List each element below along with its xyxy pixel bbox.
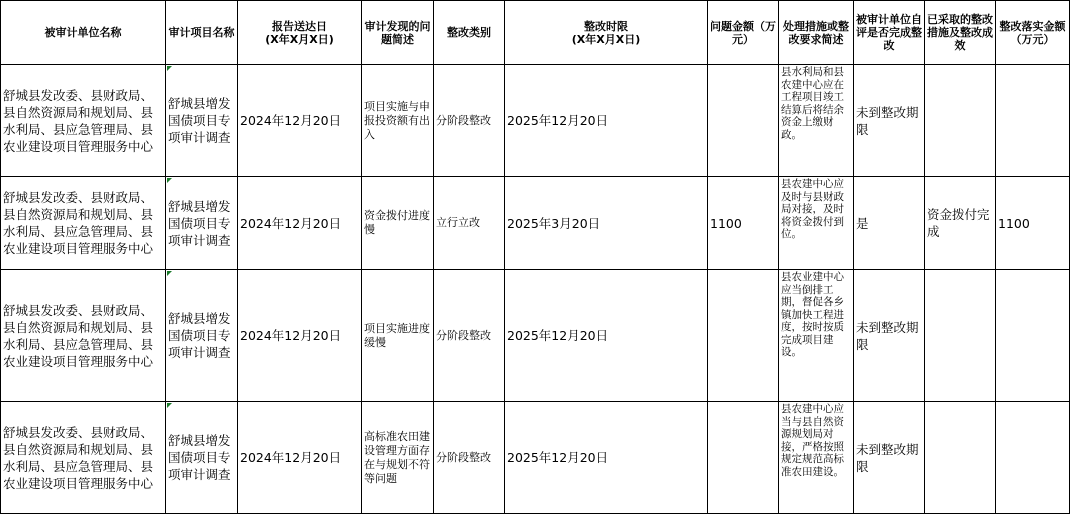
cell-category: 分阶段整改	[434, 402, 505, 514]
cell-taken: 资金拨付完成	[925, 177, 996, 270]
header-amount: 问题金额（万元）	[708, 1, 779, 65]
header-category: 整改类别	[434, 1, 505, 65]
cell-self-eval: 未到整改期限	[854, 402, 925, 514]
cell-measures: 县农建中心应当与县自然资源规划局对接，严格按照规定规范高标准农田建设。	[779, 402, 854, 514]
header-deadline-format: (X年X月X日)	[571, 32, 641, 46]
table-row	[1, 177, 1070, 270]
cell-report-date: 2024年12月20日	[238, 270, 362, 402]
header-report-date-format: (X年X月X日)	[265, 32, 334, 46]
cell-implemented: 1100	[996, 177, 1070, 270]
header-deadline-label: 整改时限	[584, 19, 628, 33]
cell-amount: 1100	[708, 177, 779, 270]
cell-project	[166, 402, 238, 514]
cell-self-eval: 未到整改期限	[854, 270, 925, 402]
cell-project-text: 舒城县增发国债项目专项审计调查	[168, 433, 231, 482]
cell-implemented	[996, 270, 1070, 402]
header-row	[1, 1, 1070, 65]
cell-project	[166, 65, 238, 177]
cell-self-eval: 未到整改期限	[854, 65, 925, 177]
cell-measures: 县水利局和县农建中心应在工程项目竣工结算后将结余资金上缴财政。	[779, 65, 854, 177]
header-measures: 处理措施或整改要求简述	[779, 1, 854, 65]
cell-project-text: 舒城县增发国债项目专项审计调查	[168, 311, 231, 360]
cell-category: 立行立改	[434, 177, 505, 270]
cell-unit: 舒城县发改委、县财政局、县自然资源局和规划局、县水利局、县应急管理局、县农业建设项目管理服务中心	[1, 402, 166, 514]
cell-amount	[708, 65, 779, 177]
header-unit: 被审计单位名称	[1, 1, 166, 65]
cell-implemented	[996, 65, 1070, 177]
cell-taken	[925, 65, 996, 177]
table-row	[1, 270, 1070, 402]
table-row	[1, 402, 1070, 514]
cell-self-eval: 是	[854, 177, 925, 270]
header-issue: 审计发现的问题简述	[362, 1, 434, 65]
cell-unit: 舒城县发改委、县财政局、县自然资源局和规划局、县水利局、县应急管理局、县农业建设项目管理服务中心	[1, 270, 166, 402]
cell-project	[166, 270, 238, 402]
comment-marker-icon	[167, 178, 172, 183]
cell-deadline: 2025年12月20日	[505, 270, 708, 402]
cell-deadline: 2025年12月20日	[505, 402, 708, 514]
cell-measures: 县农业建中心应当倒排工期，督促各乡镇加快工程进度，按时按质完成项目建设。	[779, 270, 854, 402]
cell-project	[166, 177, 238, 270]
cell-issue: 项目实施与申报投资额有出入	[362, 65, 434, 177]
header-project: 审计项目名称	[166, 1, 238, 65]
cell-project-text: 舒城县增发国债项目专项审计调查	[168, 96, 231, 145]
cell-issue: 资金拨付进度慢	[362, 177, 434, 270]
cell-report-date: 2024年12月20日	[238, 402, 362, 514]
header-implemented: 整改落实金额（万元）	[996, 1, 1070, 65]
table-row	[1, 65, 1070, 177]
cell-issue: 高标准农田建设管理方面存在与规划不符等问题	[362, 402, 434, 514]
header-self-eval: 被审计单位自评是否完成整改	[854, 1, 925, 65]
cell-implemented	[996, 402, 1070, 514]
comment-marker-icon	[167, 403, 172, 408]
header-report-date-label: 报告送达日	[272, 19, 327, 33]
comment-marker-icon	[167, 66, 172, 71]
cell-project-text: 舒城县增发国债项目专项审计调查	[168, 198, 231, 248]
cell-report-date: 2024年12月20日	[238, 65, 362, 177]
cell-issue: 项目实施进度缓慢	[362, 270, 434, 402]
cell-category: 分阶段整改	[434, 270, 505, 402]
cell-report-date: 2024年12月20日	[238, 177, 362, 270]
cell-category: 分阶段整改	[434, 65, 505, 177]
cell-amount	[708, 270, 779, 402]
cell-amount	[708, 402, 779, 514]
cell-unit: 舒城县发改委、县财政局、县自然资源局和规划局、县水利局、县应急管理局、县农业建设项目管理服务中心	[1, 65, 166, 177]
cell-deadline: 2025年3月20日	[505, 177, 708, 270]
header-taken: 已采取的整改措施及整改成效	[925, 1, 996, 65]
header-report-date	[238, 1, 362, 65]
cell-taken	[925, 402, 996, 514]
cell-deadline: 2025年12月20日	[505, 65, 708, 177]
header-deadline	[505, 1, 708, 65]
cell-unit: 舒城县发改委、县财政局、县自然资源局和规划局、县水利局、县应急管理局、县农业建设项目管理服务中心	[1, 177, 166, 270]
comment-marker-icon	[167, 271, 172, 276]
cell-measures: 县农建中心应及时与县财政局对接，及时将资金拨付到位。	[779, 177, 854, 270]
cell-taken	[925, 270, 996, 402]
